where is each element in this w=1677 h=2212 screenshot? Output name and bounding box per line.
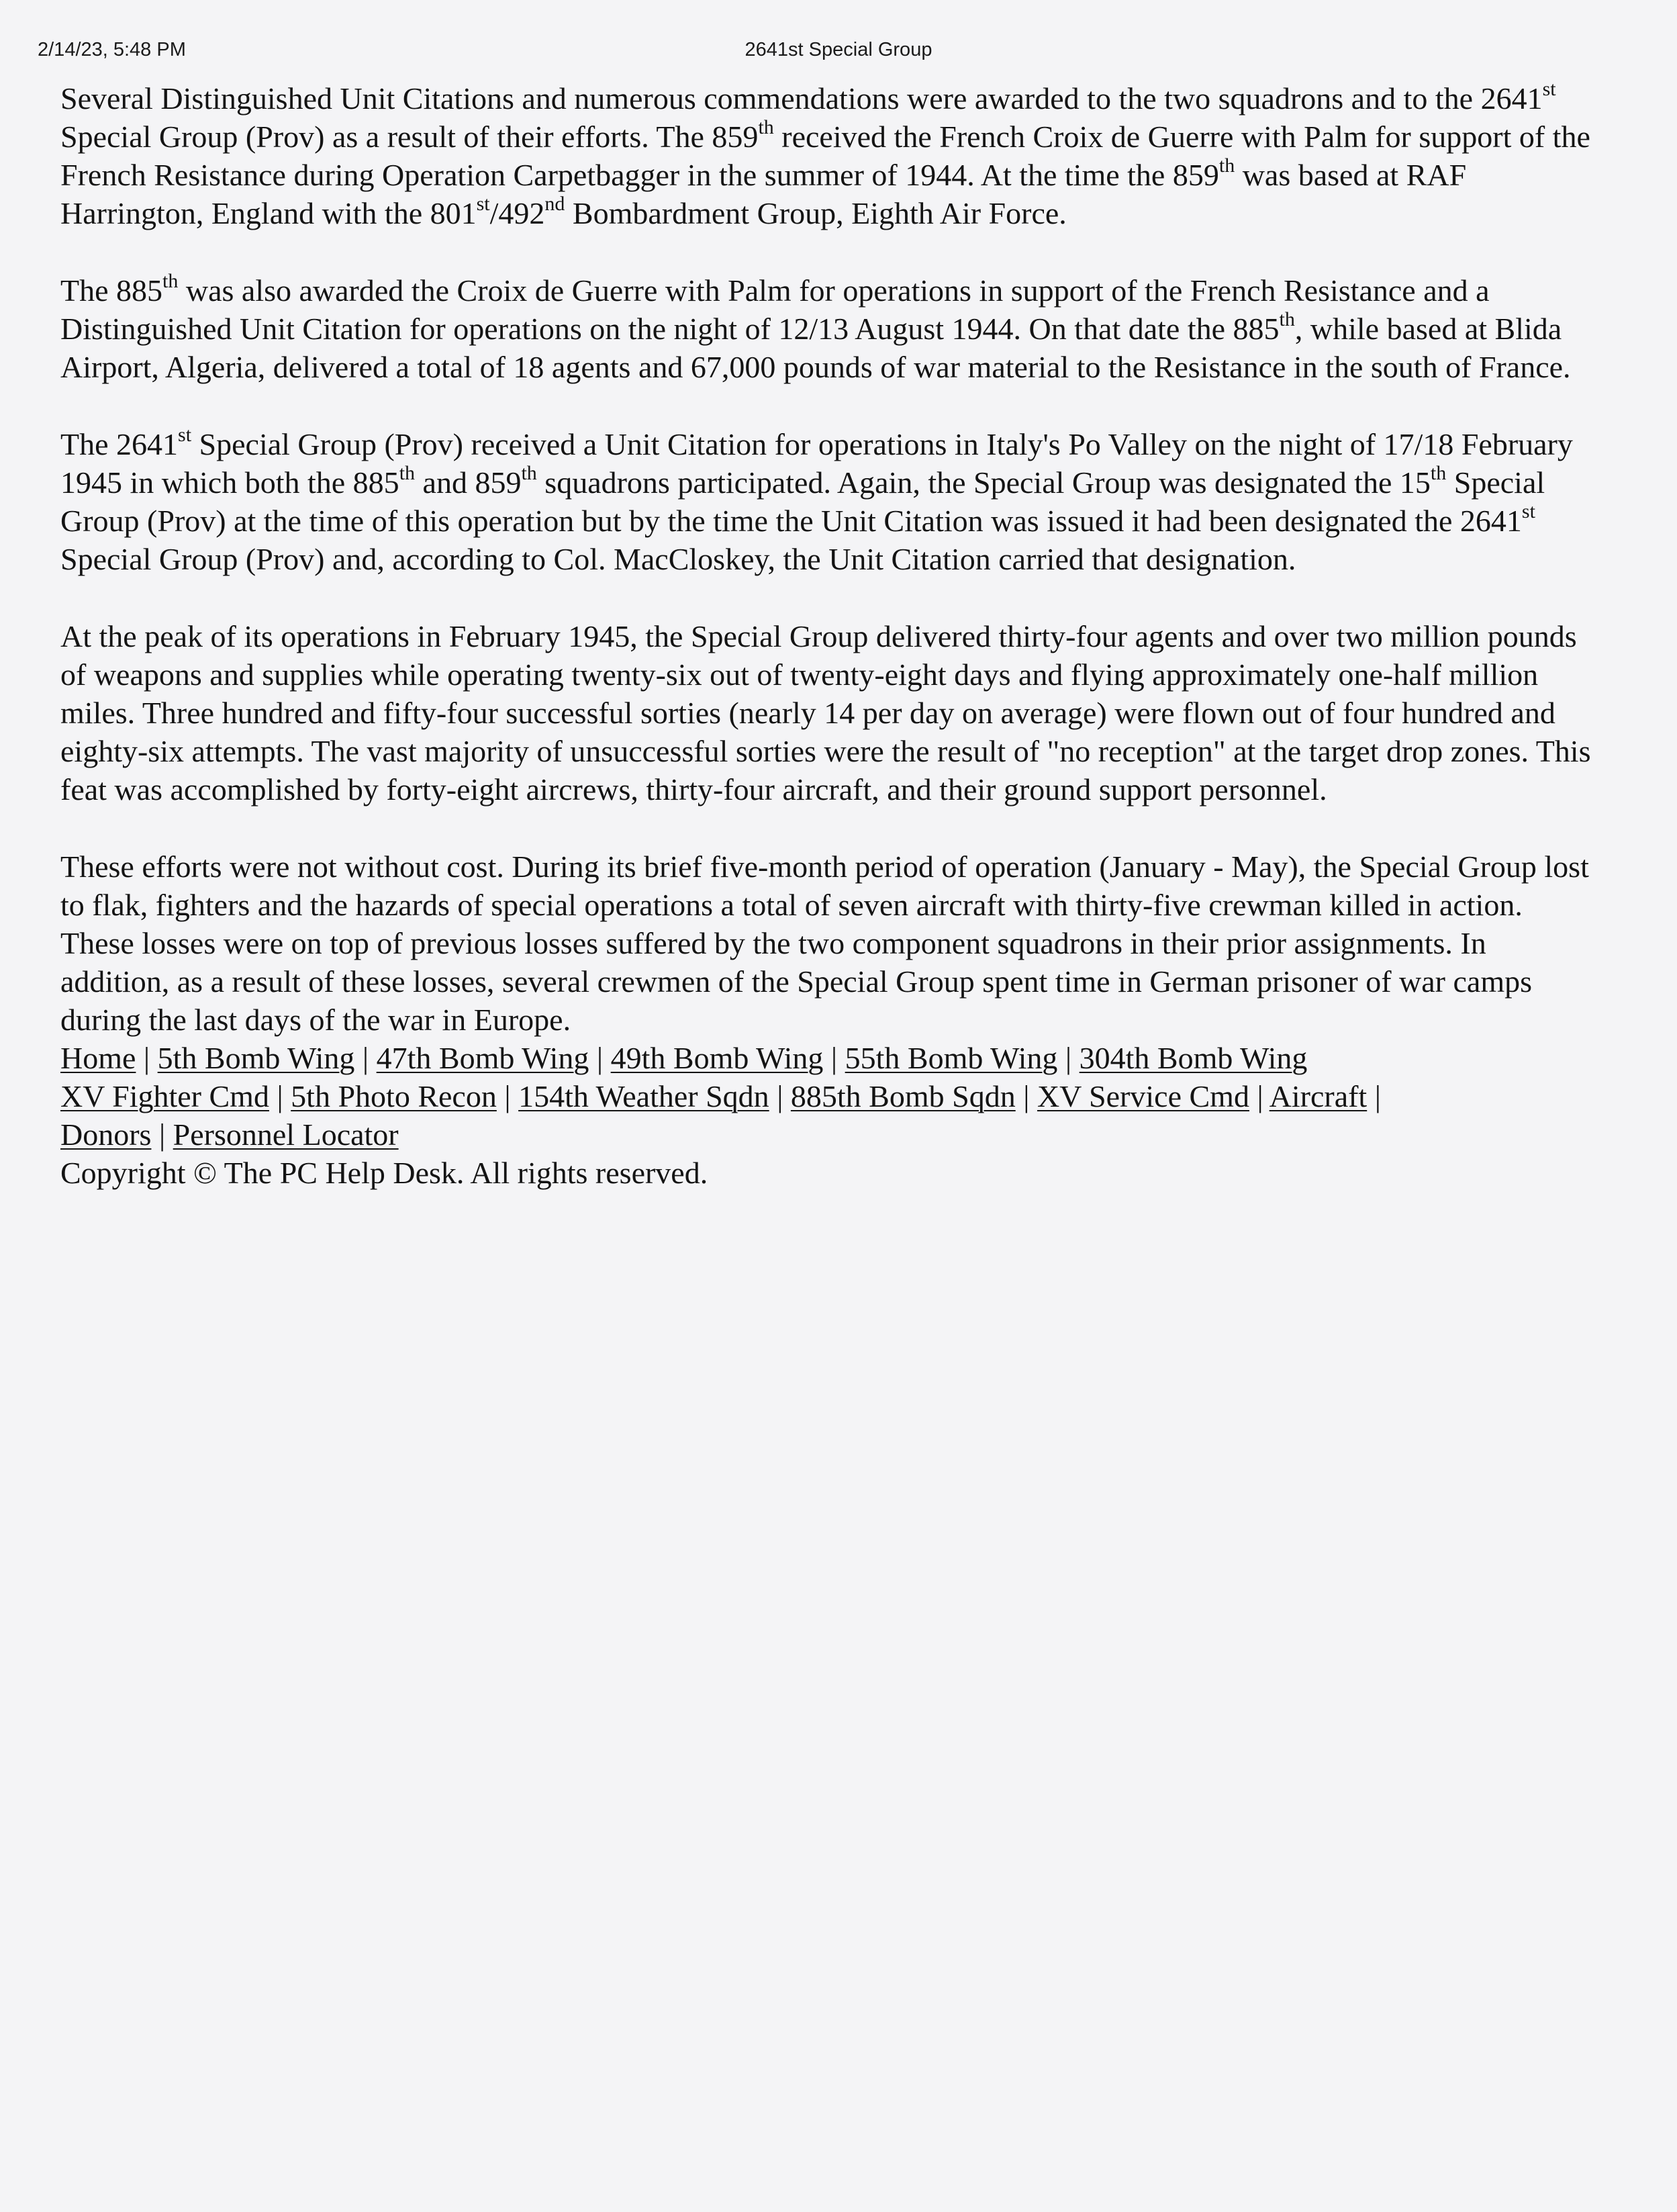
paragraph-text: Special Group (Prov) and, according to Col. MacCloskey, the Unit Citation carried that designation. — [60, 542, 1296, 576]
paragraph-text: The 2641 — [60, 427, 179, 461]
nav-link-xv-service-cmd[interactable]: XV Service Cmd — [1037, 1079, 1249, 1113]
paragraph — [60, 267, 1598, 386]
nav-separator: | — [496, 1079, 519, 1113]
footer-nav — [60, 1039, 1598, 1154]
paragraph-text: was also awarded the Croix de Guerre with Palm for operations in support of the French Resistance and a Distinguished Unit Citation for operations on the night of 12/13 August 1944. On that date the 885 — [60, 273, 1490, 346]
nav-separator: | — [151, 1117, 173, 1152]
nav-separator: | — [769, 1079, 791, 1113]
paragraph-text: The 885 — [60, 273, 163, 308]
nav-link-5th-bomb-wing[interactable]: 5th Bomb Wing — [157, 1041, 355, 1075]
paragraph — [60, 75, 1598, 232]
paragraph-text: These efforts were not without cost. During its brief five-month period of operation (January - May), the Special Group lost to flak, fighters and the hazards of special operations a total of seven aircraft with thirty-five crewman killed in action. These losses were on top of previous losses suffered by the two component squadrons in their prior assignments. In addition, as a result of these losses, several crewmen of the Special Group spent time in German prisoner of war camps during the last days of the war in Europe. — [60, 849, 1589, 1037]
paragraph-text: Special Group (Prov) received a Unit Citation for operations in Italy's Po Valley on the night of 17/18 February 1945 in which both the 885 — [60, 427, 1573, 500]
paragraph-text: Several Distinguished Unit Citations and numerous commendations were awarded to the two squadrons and to the 2641 — [60, 81, 1543, 116]
paragraph-text: Special Group (Prov) as a result of their efforts. The 859 — [60, 120, 759, 154]
ordinal-suffix: th — [1218, 154, 1235, 177]
paragraph — [60, 421, 1598, 578]
ordinal-suffix: st — [178, 424, 192, 446]
ordinal-suffix: th — [162, 270, 179, 292]
nav-link-aircraft[interactable]: Aircraft — [1269, 1079, 1368, 1113]
paragraph-text: , while based at Blida Airport, Algeria, delivered a total of 18 agents and 67,000 pounds of war material to the Resistance in the south of France. — [60, 312, 1571, 384]
copyright-notice: Copyright © The PC Help Desk. All rights reserved. — [60, 1156, 708, 1190]
paragraph — [60, 613, 1598, 809]
nav-link-5th-photo-recon[interactable]: 5th Photo Recon — [291, 1079, 497, 1113]
ordinal-suffix: th — [521, 462, 537, 484]
nav-link-47th-bomb-wing[interactable]: 47th Bomb Wing — [376, 1041, 589, 1075]
ordinal-suffix: st — [476, 193, 490, 215]
nav-separator: | — [589, 1041, 611, 1075]
nav-link-885th-bomb-sqdn[interactable]: 885th Bomb Sqdn — [790, 1079, 1016, 1113]
paragraph-text: /492 — [489, 196, 545, 230]
print-datetime: 2/14/23, 5:48 PM — [38, 39, 186, 60]
paragraph-text: Special Group (Prov) at the time of this operation but by the time the Unit Citation was issued it had been designated the 2641 — [60, 465, 1545, 538]
paragraph-text: squadrons participated. Again, the Special Group was designated the 15 — [536, 465, 1431, 500]
article-body — [60, 75, 1598, 1192]
nav-link-55th-bomb-wing[interactable]: 55th Bomb Wing — [845, 1041, 1058, 1075]
nav-link-154th-weather-sqdn[interactable]: 154th Weather Sqdn — [518, 1079, 769, 1113]
nav-link-home[interactable]: Home — [60, 1041, 136, 1075]
nav-separator: | — [1249, 1079, 1269, 1113]
nav-separator: | — [1015, 1079, 1037, 1113]
nav-separator: | — [136, 1041, 158, 1075]
nav-separator: | — [354, 1041, 377, 1075]
ordinal-suffix: th — [399, 462, 416, 484]
paragraph — [60, 843, 1598, 1039]
paragraph-text: Bombardment Group, Eighth Air Force. — [565, 196, 1067, 230]
ordinal-suffix: th — [1430, 462, 1447, 484]
ordinal-suffix: th — [1279, 308, 1295, 330]
ordinal-suffix: th — [758, 116, 774, 138]
nav-link-49th-bomb-wing[interactable]: 49th Bomb Wing — [610, 1041, 824, 1075]
ordinal-suffix: nd — [544, 193, 565, 215]
nav-separator: | — [823, 1041, 845, 1075]
nav-link-xv-fighter-cmd[interactable]: XV Fighter Cmd — [60, 1079, 269, 1113]
ordinal-suffix: st — [1521, 500, 1535, 522]
paragraph-text: was based at RAF Harrington, England with the 801 — [60, 158, 1467, 230]
paragraph-text: At the peak of its operations in February 1945, the Special Group delivered thirty-four agents and over two million pounds of weapons and supplies while operating twenty-six out of twenty-eight days and flying approximately one-half million miles. Three hundred and fifty-four successful sorties (nearly 14 per day on average) were flown out of four hundred and eighty-six attempts. The vast majority of unsuccessful sorties were the result of "no reception" at the target drop zones. This feat was accomplished by forty-eight aircrews, thirty-four aircraft, and their ground support personnel. — [60, 619, 1591, 807]
nav-separator: | — [1057, 1041, 1080, 1075]
nav-separator: | — [269, 1079, 291, 1113]
ordinal-suffix: st — [1542, 78, 1556, 100]
nav-link-personnel-locator[interactable]: Personnel Locator — [173, 1117, 399, 1152]
paragraph-text: and 859 — [415, 465, 522, 500]
nav-separator: | — [1367, 1079, 1381, 1113]
paragraph-text: received the French Croix de Guerre with Palm for support of the French Resistance during Operation Carpetbagger in the summer of 1944. At the time the 859 — [60, 120, 1590, 192]
nav-link-304th-bomb-wing[interactable]: 304th Bomb Wing — [1079, 1041, 1308, 1075]
print-header — [38, 39, 1639, 66]
nav-link-donors[interactable]: Donors — [60, 1117, 152, 1152]
page-title: 2641st Special Group — [745, 39, 932, 60]
